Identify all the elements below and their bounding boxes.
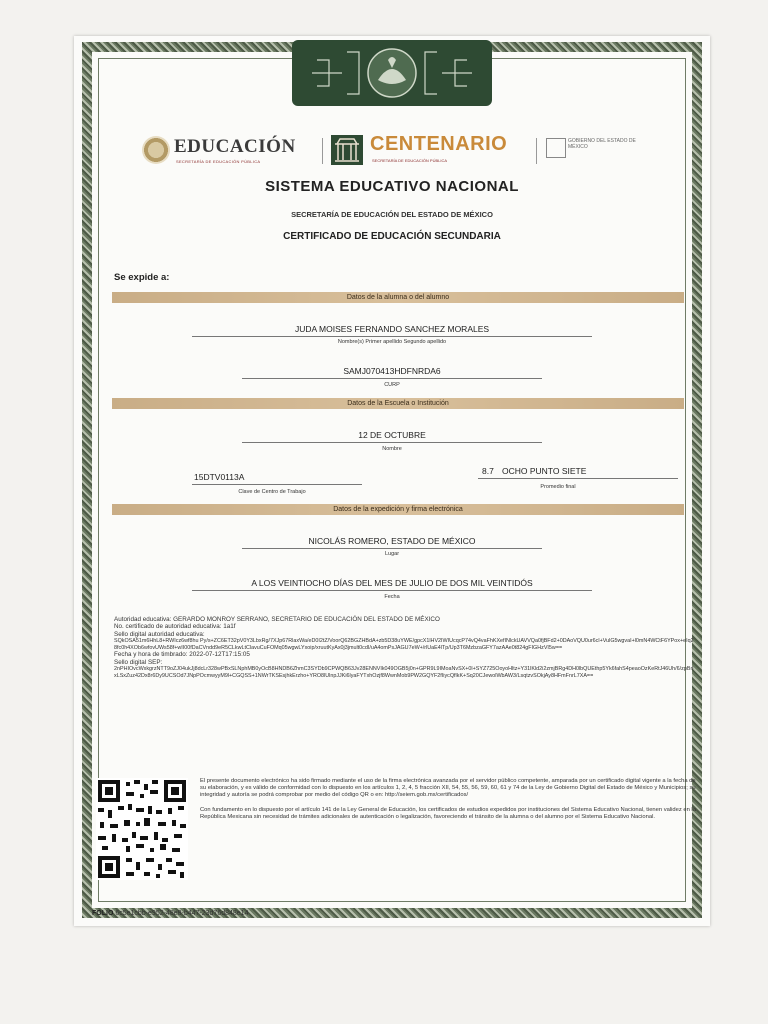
stamp-timestamp: Fecha y hora de timbrado: 2022-07-12T17:15:05	[114, 651, 250, 659]
issue-place-caption: Lugar	[384, 551, 400, 557]
legal-paragraph-validity: Con fundamento en lo dispuesto por el artículo 141 de la Ley General de Educación, los certificados de estudios expedidos por instituciones del Sistema Educativo Nacional, tienen validez en la República Mexicana sin necesidad de trámites adicionales de autenticación o legalización, favoreciendo el tránsito de la alumna o del alumno por el Sistema Educativo Nacional.	[200, 807, 696, 820]
certificate-page	[74, 36, 710, 926]
average-text: OCHO PUNTO SIETE	[502, 466, 587, 476]
centenario-logo-text: CENTENARIO	[370, 133, 508, 155]
system-title: SISTEMA EDUCATIVO NACIONAL	[265, 178, 519, 195]
field-underline	[242, 442, 542, 443]
student-name-caption: Nombre(s) Primer apellido Segundo apellido	[337, 339, 447, 345]
section-band-school: Datos de la Escuela o Institución	[112, 398, 684, 409]
school-cct-caption: Clave de Centro de Trabajo	[238, 489, 306, 495]
education-logo-text: EDUCACIÓN	[174, 136, 296, 157]
field-underline	[192, 336, 592, 337]
folio	[92, 910, 248, 917]
certificate-title: CERTIFICADO DE EDUCACIÓN SECUNDARIA	[283, 231, 501, 242]
average-caption: Promedio final	[540, 484, 576, 490]
school-cct: 15DTV0113A	[194, 472, 245, 482]
logo-row	[134, 132, 670, 172]
school-name: 12 DE OCTUBRE	[358, 430, 426, 440]
field-underline	[242, 548, 542, 549]
education-logo-subtitle: SECRETARÍA DE EDUCACIÓN PÚBLICA	[176, 159, 261, 164]
sep-digital-seal: 2nPHIOvcWxkgrzNTT9oZJ04ukJj8dcLr328wPBxSLNphMB0yOcB8HNDB6ZhmC3SYDb9CPWQB63Jv28ENNVIk049OGB5j0n+GPR9L9IMoaNvSX+0l+SYZ725OoyoHltz+Y31lKld2i2zmjBRg4DH0lbQUEthp5Yk6fahS4peaoOzKeRtJ46Uh/6/zpBrlxLSxZuz42Dx8r6Dy9UCSOd7JNpPOcmwyyM9l+CGQSS+1NWrTKSEsjhkErzho+YRO8lUlnpJJKi6lyaFYTxhOzjf8WwnMob9PW2GQYF2fIiycQflkK+Sq20CJewolWbAW3/LsqtzvSOkjAy8HFmFnrL7XA==	[114, 666, 694, 679]
issue-date-caption: Fecha	[384, 594, 400, 600]
section-band-student: Datos de la alumna o del alumno	[112, 292, 684, 303]
issue-place: NICOLÁS ROMERO, ESTADO DE MÉXICO	[308, 536, 476, 546]
national-seal-icon	[292, 40, 492, 106]
field-underline	[192, 484, 362, 485]
secretaria-title: SECRETARÍA DE EDUCACIÓN DEL ESTADO DE MÉXICO	[291, 210, 493, 219]
authority-certificate-number: No. certificado de autoridad educativa: 1a1f	[114, 623, 236, 631]
issue-date: A LOS VEINTIOCHO DÍAS DEL MES DE JULIO DE DOS MIL VEINTIDÓS	[251, 578, 533, 588]
expide-label: Se expide a:	[114, 272, 170, 283]
folio-value: 6c5e1cbb-e952-48e8-b447-23d76d848e14	[115, 910, 249, 917]
field-underline	[192, 590, 592, 591]
school-name-caption: Nombre	[382, 446, 402, 452]
student-curp-caption: CURP	[384, 382, 400, 388]
average-number: 8.7	[482, 466, 494, 476]
field-underline	[242, 378, 542, 379]
sep-seal-label: Sello digital SEP:	[114, 658, 163, 666]
section-band-issue: Datos de la expedición y firma electrónica	[112, 504, 684, 515]
legal-paragraph-signature: El presente documento electrónico ha sido firmado mediante el uso de la firma electrónica avanzada por el servidor público competente, amparada por un certificado digital vigente a la fecha de su elaboración, y es válido de conformidad con lo dispuesto en los artículos 1, 2, 4, 5 fracción XII, 54, 55, 56, 59, 60, 61 y 74 de la Ley de Gobierno Digital del Estado de México y Municipios; su integridad y autoría se podrá comprobar por medio del código QR o en: http://seiem.gob.mx/certificados/	[200, 778, 696, 798]
education-emblem-icon	[142, 136, 170, 164]
authority-seal-label: Sello digital autoridad educativa:	[114, 630, 205, 638]
authority-block	[114, 616, 694, 679]
authority-digital-seal: SQkOSA51m6HhL8+RWIcz6wf8hu Py/s+ZC6ET32pV0Y3LbxRg/7XJp67RlaxWa/eD0I2tZ/VoorQ62BGZHBdA+zb5D38uYWE/gpcX1lHV2IWIUcqcP74vQ4vaFhKXefINlckUAVVQa0fjBFd2+0DAoVQU0ur6cl+VulG5wgvaI+l0mN4WCtF6YPox+eIq28fc0h4XOb6wfovUWs58f+wII00fDaCVndd9eR5CLkwLtClavuCuFOMq05wgwLYxoip/xruutKyAx0j3jmult0cdI/uA4omPsJAGU7eW+/rlUaE4lTp/Up3T6MzbzaGFY7azAAe0t824gFIGHzVI5w==	[114, 638, 694, 651]
authority-name: Autoridad educativa: GERARDO MONROY SERRANO, SECRETARIO DE EDUCACIÓN DEL ESTADO DE MÉXICO	[114, 616, 440, 623]
logo-divider	[322, 138, 323, 164]
centenario-building-icon	[330, 134, 364, 166]
field-underline	[478, 478, 678, 479]
logo-divider	[536, 138, 537, 164]
folio-label: FOLIO	[92, 910, 114, 917]
legal-notice	[200, 778, 700, 829]
centenario-logo-subtitle: SECRETARÍA DE EDUCACIÓN PÚBLICA	[372, 158, 448, 163]
state-government-emblem-icon	[546, 138, 566, 158]
student-name: JUDA MOISES FERNANDO SANCHEZ MORALES	[294, 324, 490, 334]
qr-code-icon[interactable]	[96, 778, 188, 880]
state-government-logo-text: GOBIERNO DEL ESTADO DE MÉXICO	[568, 138, 636, 150]
student-curp: SAMJ070413HDFNRDA6	[343, 366, 441, 376]
